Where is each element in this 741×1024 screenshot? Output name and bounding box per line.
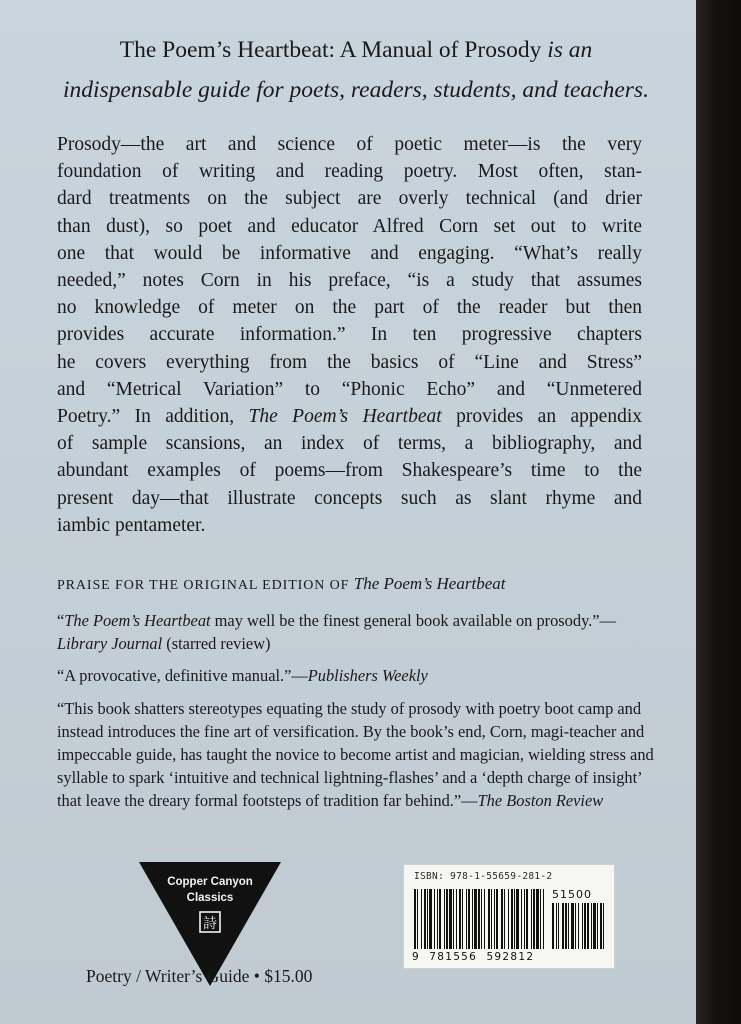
barcode-bar <box>536 889 539 949</box>
barcode-bar <box>540 889 541 949</box>
isbn-text: ISBN: 978-1-55659-281-2 <box>414 871 553 882</box>
barcode-bar <box>478 889 480 949</box>
barcode-bar <box>414 889 416 949</box>
price-barcode-bar <box>600 903 602 949</box>
barcode-bar <box>488 889 490 949</box>
quote-source: Library Journal <box>57 634 163 654</box>
barcode-bar <box>521 889 522 949</box>
body-line: Prosody—the art and science of poetic meter—is the very <box>57 134 642 155</box>
price-barcode-bar <box>562 903 564 949</box>
barcode-bar <box>516 889 519 949</box>
price-barcode-bar <box>597 903 598 949</box>
barcode-bar <box>456 889 457 949</box>
barcode-bar <box>449 889 452 949</box>
price-barcode-bar <box>568 903 569 949</box>
body-line: needed,” notes Corn in his preface, “is a study that assumes <box>57 270 642 292</box>
body-line: present day—that illustrate concepts such as slant rhyme and <box>57 487 642 509</box>
body-book-title: The Poem’s Heartbeat <box>248 406 442 428</box>
body-line: abundant examples of poems—from Shakespeare’s time to the <box>57 460 642 482</box>
price-barcode-bar <box>571 903 574 949</box>
body-line: no knowledge of meter on the part of the reader but then <box>57 297 642 319</box>
price-barcode-bar <box>578 903 579 949</box>
body-line: foundation of writing and reading poetry. Most often, stan- <box>57 161 642 183</box>
barcode-bar <box>511 889 513 949</box>
price-barcode-bar <box>593 903 596 949</box>
lead-line-2: indispensable guide for poets, readers, students, and teachers. <box>63 77 649 103</box>
lead-book-title: The Poem’s Heartbeat: A Manual of Prosody <box>119 37 542 63</box>
barcode-bar <box>466 889 467 949</box>
price-barcode-bar <box>582 903 583 949</box>
barcode-bar <box>468 889 470 949</box>
badge-seal-mark: 詩 <box>203 916 217 932</box>
barcode-bar <box>444 889 445 949</box>
body-line: of sample scansions, an index of terms, a bibliography, and <box>57 433 642 455</box>
quote-boston-review: “This book shatters stereotypes equating the study of prosody with poetry boot camp and instead introduces the fine art of versification. By the book’s end, Corn, magi-teacher and impeccable guide, has taught the novice to become artist and magician, wielding stress and syllable to spark ‘intuitive and technical lightning-flashes’ and a ‘depth charge of insight’ that leave the dreary formal footsteps of tradition far behind.”—The Boston Review <box>57 698 654 811</box>
body-line: iambic pentameter. <box>57 514 206 536</box>
barcode-bar <box>526 889 528 949</box>
barcode-bar <box>514 889 515 949</box>
barcode-bars <box>412 889 608 951</box>
barcode-bar <box>533 889 535 949</box>
barcode-bar <box>417 889 418 949</box>
price-barcode-bar <box>587 903 589 949</box>
barcode-bar <box>494 889 495 949</box>
barcode-bar <box>472 889 473 949</box>
price-barcode-bar <box>603 903 604 949</box>
barcode-bar <box>496 889 498 949</box>
barcode-bar <box>508 889 509 949</box>
body-line: than dust), so poet and educator Alfred Corn set out to write <box>57 215 642 237</box>
body-line-with-title: Poetry.” In addition, The Poem’s Heartbeat provides an appendix <box>57 406 642 428</box>
review-quotes <box>57 609 657 822</box>
barcode-bar <box>481 889 482 949</box>
body-line: he covers everything from the basics of “Line and Stress” <box>57 351 642 373</box>
price-barcode-bar <box>584 903 586 949</box>
description-paragraph <box>57 131 642 539</box>
barcode-bar <box>504 889 505 949</box>
barcode-label <box>403 864 615 969</box>
barcode-bar <box>446 889 448 949</box>
body-line: one that would be informative and engaging. “What’s really <box>57 242 642 264</box>
barcode-bar <box>453 889 454 949</box>
barcode-bar <box>462 889 463 949</box>
quote-publishers-weekly: “A provocative, definitive manual.”—Publishers Weekly <box>57 666 428 686</box>
price-barcode-bar <box>565 903 567 949</box>
body-line: and “Metrical Variation” to “Phonic Echo” and “Unmetered <box>57 378 642 400</box>
price-barcode-bar <box>556 903 557 949</box>
ean-digits: 9 781556 592812 <box>412 951 535 963</box>
badge-line-1: Copper Canyon <box>167 876 253 888</box>
badge-line-2: Classics <box>186 892 234 904</box>
book-spine-edge <box>696 0 741 1024</box>
quote-library-journal: “The Poem’s Heartbeat may well be the finest general book available on prosody.”—Library Journal (starred review) <box>57 611 616 654</box>
barcode-bar <box>491 889 492 949</box>
barcode-bar <box>427 889 428 949</box>
barcode-bar <box>543 889 544 949</box>
lead-tail: is an <box>547 37 593 63</box>
barcode-bar <box>434 889 435 949</box>
barcode-bar <box>524 889 525 949</box>
price-barcode-bar <box>591 903 592 949</box>
price-barcode-bar <box>575 903 576 949</box>
barcode-bar <box>424 889 426 949</box>
barcode-bar <box>484 889 485 949</box>
lead-paragraph <box>36 30 676 110</box>
quote-source: Publishers Weekly <box>307 666 428 686</box>
barcode-bar <box>501 889 503 949</box>
barcode-bar <box>439 889 441 949</box>
category-price: Poetry / Writer’s Guide • $15.00 <box>86 966 313 986</box>
barcode-bar <box>429 889 432 949</box>
praise-heading: PRAISE FOR THE ORIGINAL EDITION OF The Poem’s Heartbeat <box>57 574 506 593</box>
quote-source: The Boston Review <box>477 791 604 811</box>
price-code: 51500 <box>552 888 592 901</box>
barcode-bar <box>421 889 422 949</box>
barcode-bar <box>437 889 438 949</box>
price-barcode-bar <box>558 903 559 949</box>
barcode-bar <box>459 889 461 949</box>
body-line: dard treatments on the subject are overly technical (and drier <box>57 188 642 210</box>
barcode-bar <box>474 889 477 949</box>
body-line: provides accurate information.” In ten progressive chapters <box>57 324 642 346</box>
price-barcode-bar <box>552 903 554 949</box>
barcode-bar <box>531 889 532 949</box>
praise-book-title: The Poem’s Heartbeat <box>353 574 506 593</box>
